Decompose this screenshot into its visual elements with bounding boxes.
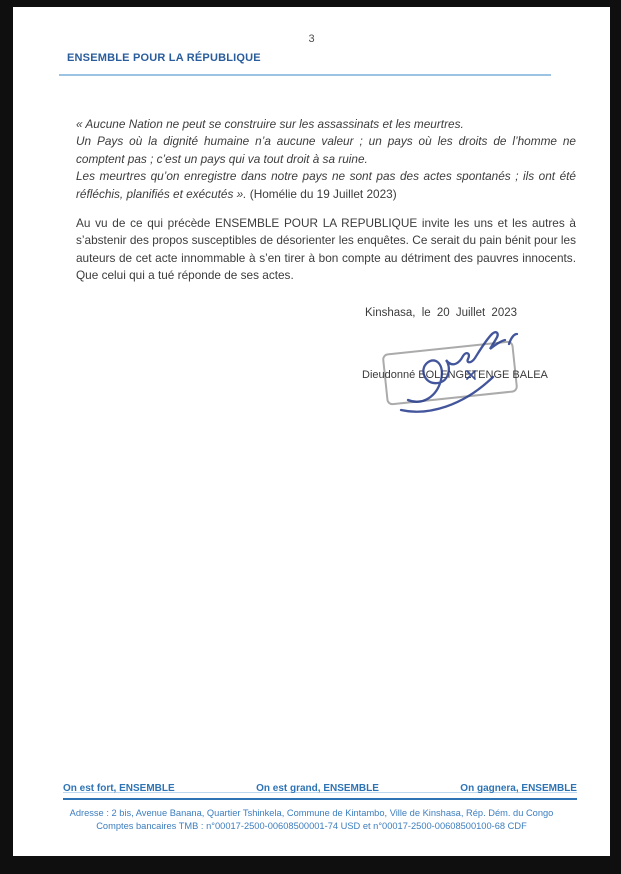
footer-rule	[63, 798, 577, 800]
page-number: 3	[308, 33, 315, 45]
slogan-grand: On est grand, ENSEMBLE	[256, 783, 379, 794]
quote-attribution: (Homélie du 19 Juillet 2023)	[246, 186, 397, 201]
footer-bank-accounts: Comptes bancaires TMB : n°00017-2500-00608500001-74 USD et n°00017-2500-00608500100-68 CDF	[96, 821, 527, 831]
quote-line: Un Pays où la dignité humaine n’a aucune valeur ; un pays où les droits de l’homme ne comptent pas ; c’est un pays qui va tout droit à sa ruine.	[76, 134, 576, 166]
dateline: Kinshasa, le 20 Juillet 2023	[365, 307, 518, 319]
footer-slogans	[63, 783, 577, 794]
quote-block	[76, 116, 576, 203]
party-header-title: ENSEMBLE POUR LA RÉPUBLIQUE	[67, 52, 261, 64]
slogan-fort: On est fort, ENSEMBLE	[63, 783, 175, 794]
signatory-name: Dieudonné BOLENGETENGE BALEA	[362, 369, 548, 381]
quote-line: Les meurtres qu’on enregistre dans notre pays ne sont pas des actes spontanés ; ils ont été réfléchis, planifiés et exécutés ». (Homélie du 19 Juillet 2023)	[76, 169, 576, 201]
footer-address: Adresse : 2 bis, Avenue Banana, Quartier Tshinkela, Commune de Kintambo, Ville de Kinshasa, Rép. Dém. du Congo	[69, 808, 554, 818]
document-page	[13, 7, 610, 856]
header-rule	[59, 74, 551, 76]
slogan-gagnera: On gagnera, ENSEMBLE	[460, 783, 577, 794]
body-paragraph: Au vu de ce qui précède ENSEMBLE POUR LA REPUBLIQUE invite les uns et les autres à s’abstenir des propos susceptibles de désorienter les enquêtes. Ce serait du pain bénit pour les auteurs de cet acte innommable à s’en tirer à bon compte au détriment des pauvres innocents. Que celui qui a tué réponde de ses actes.	[76, 216, 576, 283]
quote-line: « Aucune Nation ne peut se construire sur les assassinats et les meurtres.	[76, 117, 464, 131]
signature-block	[353, 322, 553, 432]
